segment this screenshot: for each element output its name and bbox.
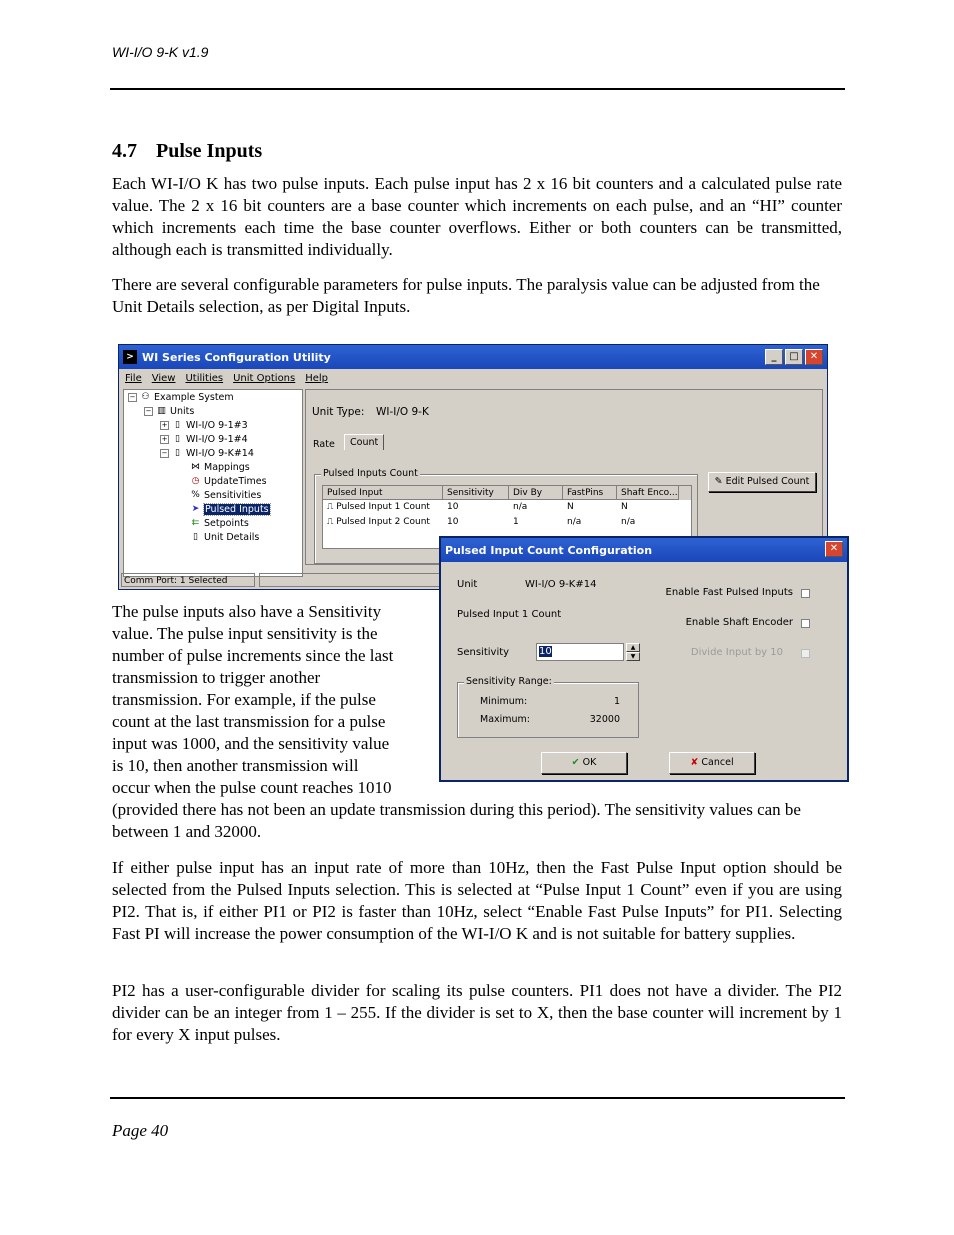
ok-button[interactable]: ✔ OK	[541, 752, 627, 774]
tree-root[interactable]: − ⚇ Example System	[129, 392, 234, 403]
tree-unit-3[interactable]: − ▯ WI-I/O 9-K#14	[161, 448, 254, 459]
max-label: Maximum:	[480, 714, 531, 725]
dialog-title: Pulsed Input Count Configuration	[445, 543, 653, 557]
divide-label: Divide Input by 10	[690, 647, 783, 658]
cancel-button[interactable]: ✘ Cancel	[669, 752, 755, 774]
menu-file[interactable]: File	[125, 373, 142, 384]
maximize-button[interactable]: □	[785, 349, 803, 365]
paragraph-5: PI2 has a user-configurable divider for scaling its pulse counters. PI1 does not have a divider. The PI2 divider can be an integer from 1 – 255. If the divider is set to X, then the base counter will increment by 1 for every X input pulses.	[112, 981, 842, 1044]
dialog-titlebar	[441, 538, 847, 562]
clock-icon: ◷	[191, 476, 200, 486]
system-tree	[123, 389, 303, 577]
enable-fast-checkbox[interactable]	[801, 589, 810, 598]
tab-rate[interactable]: Rate	[313, 439, 335, 450]
spin-up-icon[interactable]: ▲	[626, 643, 640, 652]
section-title: Pulse Inputs	[156, 140, 263, 162]
unit-value: WI-I/O 9-K#14	[525, 579, 597, 590]
menu-unit-options[interactable]: Unit Options	[233, 373, 296, 384]
tree-units[interactable]: − ▥ Units	[145, 406, 195, 417]
page-header: WI-I/O 9-K v1.9	[112, 44, 209, 60]
tree-mappings[interactable]: ⋈ Mappings	[191, 462, 250, 473]
page-number: Page 40	[112, 1121, 169, 1140]
edit-pulsed-count-button[interactable]: ✎ Edit Pulsed Count	[708, 472, 816, 492]
tree-unit-2[interactable]: + ▯ WI-I/O 9-1#4	[161, 434, 248, 445]
range-label: Sensitivity Range:	[466, 676, 552, 687]
unit-type-value: WI-I/O 9-K	[376, 406, 429, 418]
arrow-icon: ➤	[191, 504, 200, 514]
spin-down-icon[interactable]: ▼	[626, 652, 640, 661]
setpoint-icon: ⇇	[191, 518, 200, 528]
min-value: 1	[613, 696, 620, 707]
max-value: 32000	[589, 714, 620, 725]
tree-unit-1[interactable]: + ▯ WI-I/O 9-1#3	[161, 420, 248, 431]
group-label: Pulsed Inputs Count	[323, 468, 418, 479]
col-sensitivity[interactable]: Sensitivity	[443, 486, 509, 500]
pulse-icon: ⎍	[327, 502, 334, 512]
col-fastpins[interactable]: FastPins	[563, 486, 617, 500]
enable-shaft-label: Enable Shaft Encoder	[685, 617, 793, 628]
checkmark-icon: ✔	[571, 757, 580, 768]
window-title: WI Series Configuration Utility	[142, 350, 331, 364]
window-titlebar	[119, 345, 827, 369]
dialog-close-button[interactable]: ✕	[825, 541, 843, 557]
expand-icon[interactable]: +	[161, 421, 168, 429]
enable-fast-label: Enable Fast Pulsed Inputs	[665, 587, 793, 598]
header-rule	[110, 88, 845, 90]
sensitivity-input[interactable]: 10	[536, 643, 624, 661]
list-header	[323, 486, 691, 500]
divide-checkbox[interactable]	[801, 649, 810, 658]
tree-updatetimes[interactable]: ◷ UpdateTimes	[191, 476, 267, 487]
device-icon: ▯	[175, 434, 180, 444]
collapse-icon[interactable]: −	[145, 407, 152, 415]
cross-icon: ✘	[690, 757, 699, 768]
enable-shaft-checkbox[interactable]	[801, 619, 810, 628]
menu-view[interactable]: View	[151, 373, 176, 384]
table-row[interactable]: ⎍ Pulsed Input 2 Count 10 1 n/a n/a	[327, 517, 636, 527]
device-icon: ▯	[175, 420, 180, 430]
section-number: 4.7	[112, 140, 137, 162]
col-shaft-encoder[interactable]: Shaft Enco...	[617, 486, 679, 500]
tab-count[interactable]: Count	[344, 434, 384, 450]
percent-icon: %	[191, 490, 200, 500]
tree-unit-details[interactable]: ▯ Unit Details	[190, 532, 259, 543]
paragraph-1: Each WI-I/O K has two pulse inputs. Each pulse input has 2 x 16 bit counters and a calculated pulse rate value. The 2 x 16 bit counters are a base counter which increments on each pulse, and an “HI” counter which increments each time the base counter overflows. Either or both counters can be transmitted, although each is transmitted individually.	[112, 174, 842, 259]
col-pulsed-input[interactable]: Pulsed Input	[323, 486, 443, 500]
footer-rule	[110, 1097, 845, 1099]
collapse-icon[interactable]: −	[129, 393, 136, 401]
tree-pulsed-inputs[interactable]: ➤ Pulsed Inputs	[191, 504, 269, 515]
pulse-icon: ⎍	[327, 517, 334, 527]
mappings-icon: ⋈	[191, 462, 200, 472]
table-row[interactable]: ⎍ Pulsed Input 1 Count 10 n/a N N	[327, 502, 628, 512]
unit-type-label: Unit Type:	[312, 406, 365, 418]
sensitivity-range-group	[457, 676, 639, 738]
minimize-button[interactable]: _	[765, 349, 783, 365]
menu-utilities[interactable]: Utilities	[185, 373, 224, 384]
col-div-by[interactable]: Div By	[509, 486, 563, 500]
pulsed-input-config-dialog	[439, 536, 849, 782]
paragraph-4: If either pulse input has an input rate of more than 10Hz, then the Fast Pulse Input option should be selected from the Pulsed Inputs selection. This is selected at “Pulse Input 1 Count” even if you are using PI2. That is, if either PI1 or PI2 is faster than 10Hz, select “Enable Fast Pulse Inputs” for PI1. Selecting Fast PI will increase the power consumption of the WI-I/O K and is not suitable for battery supplies.	[112, 858, 842, 943]
app-icon: >	[123, 350, 137, 364]
paragraph-2: There are several configurable parameters for pulse inputs. The paralysis value can be adjusted from the Unit Details selection, as per Digital Inputs.	[112, 275, 820, 316]
sensitivity-label: Sensitivity	[457, 647, 510, 658]
units-icon: ▥	[157, 406, 166, 416]
input-label: Pulsed Input 1 Count	[457, 609, 562, 620]
details-icon: ▯	[193, 532, 198, 542]
section-heading	[112, 140, 262, 163]
tree-sensitivities[interactable]: % Sensitivities	[191, 490, 262, 501]
sensitivity-spinner[interactable]	[626, 643, 640, 661]
device-icon: ▯	[175, 448, 180, 458]
expand-icon[interactable]: +	[161, 435, 168, 443]
tree-setpoints[interactable]: ⇇ Setpoints	[191, 518, 249, 529]
status-bar: Comm Port: 1 Selected	[121, 573, 255, 587]
paragraph-3-continued: (provided there has not been an update transmission during this period). The sensitivity values can be between 1 and 32000.	[112, 800, 801, 841]
paragraph-3: The pulse inputs also have a Sensitivity value. The pulse input sensitivity is the number of pulse increments since the last transmission to trigger another transmission. For example, if the pulse count at the last transmission for a pulse input was 1000, and the sensitivity value is 10, then another transmission will occur when the pulse count reaches 1010	[112, 602, 394, 797]
min-label: Minimum:	[480, 696, 528, 707]
unit-label: Unit	[457, 579, 478, 590]
close-button[interactable]: ✕	[805, 349, 823, 365]
network-icon: ⚇	[141, 392, 150, 402]
collapse-icon[interactable]: −	[161, 449, 168, 457]
menu-help[interactable]: Help	[305, 373, 329, 384]
edit-icon: ✎	[714, 476, 723, 487]
